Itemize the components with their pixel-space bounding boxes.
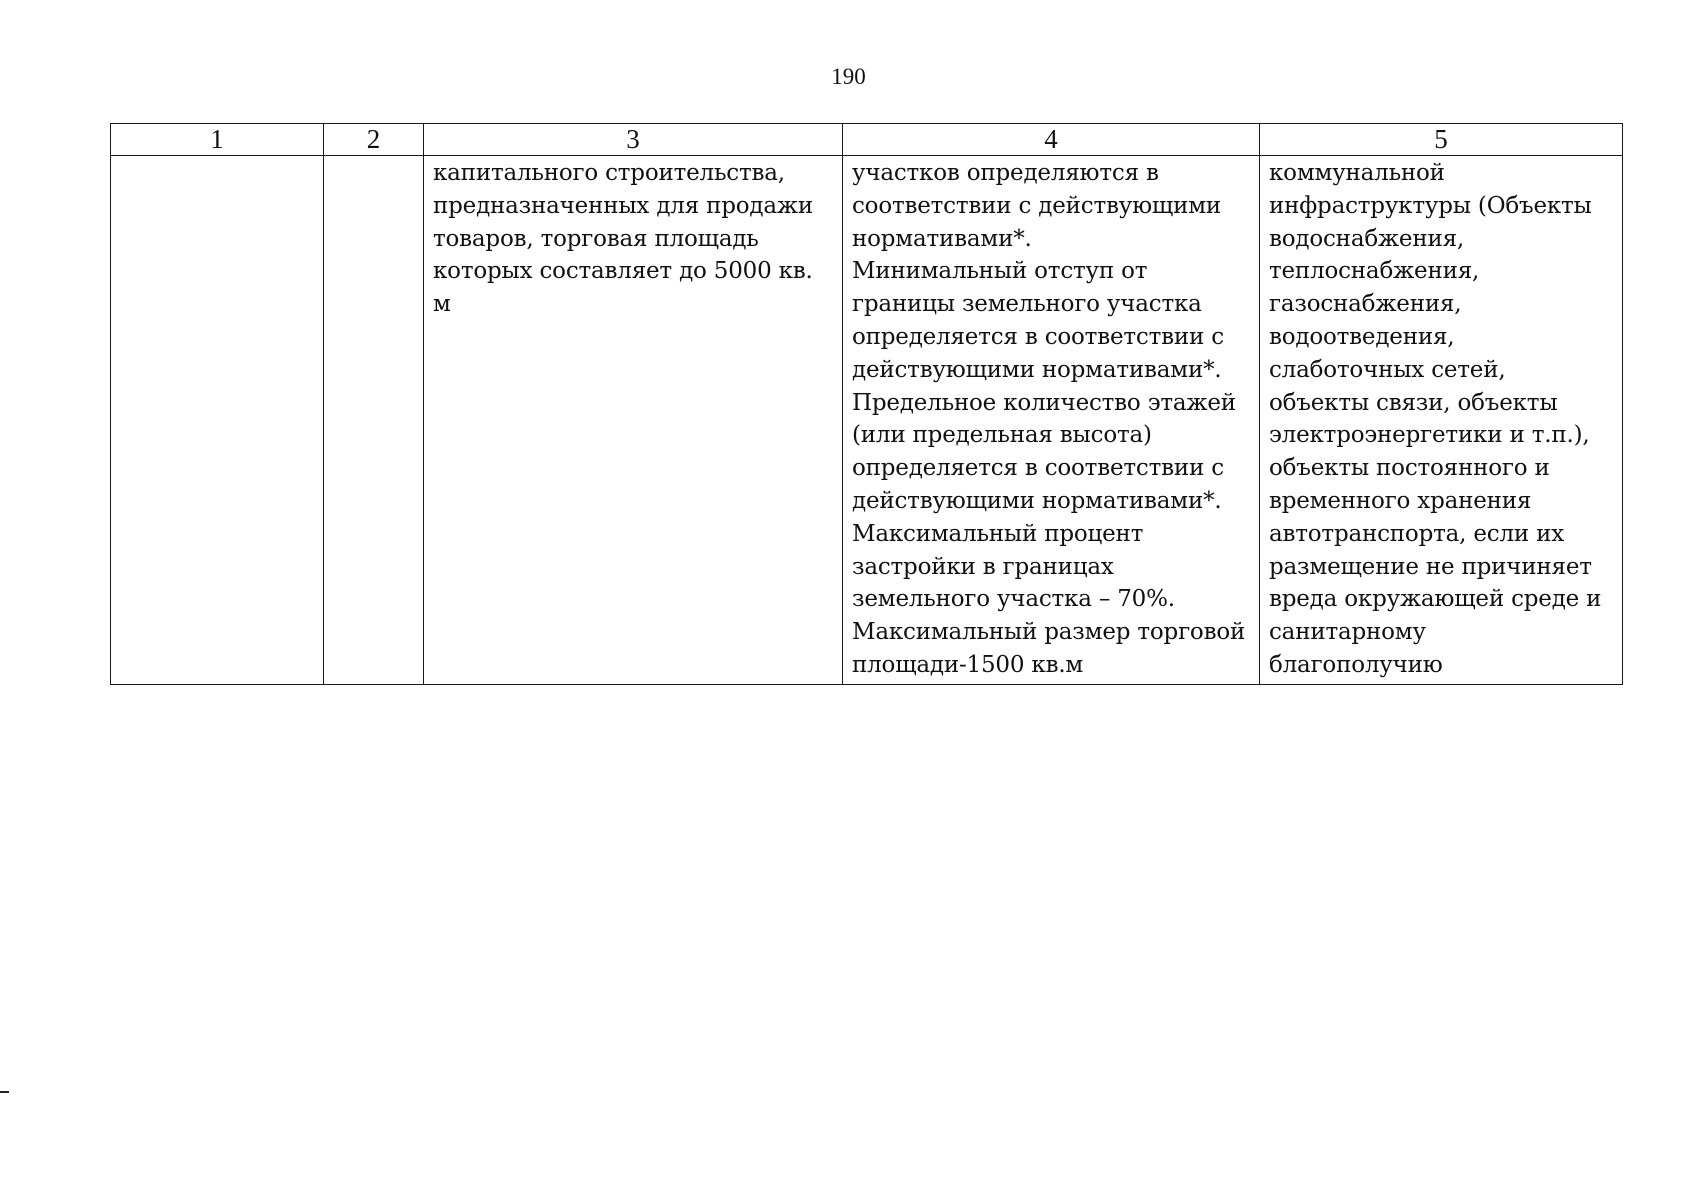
cell-text-col1 bbox=[111, 156, 323, 159]
table-header-row bbox=[111, 124, 1623, 156]
table-row bbox=[111, 156, 1623, 685]
column-header-1: 1 bbox=[111, 124, 324, 156]
table-cell-col5 bbox=[1260, 156, 1623, 685]
regulations-table bbox=[110, 123, 1623, 685]
column-header-4: 4 bbox=[843, 124, 1260, 156]
column-header-2: 2 bbox=[324, 124, 424, 156]
cell-text-col2 bbox=[324, 156, 423, 159]
table-cell-col1 bbox=[111, 156, 324, 685]
cell-text-col5: коммунальной инфраструктуры (Объекты водоснабжения, теплоснабжения, газоснабжения, водоотведения, слаботочных сетей, объекты связи, объекты электроэнергетики и т.п.), объекты постоянного и временного хранения автотранспорта, если их размещение не причиняет вреда окружающей среде и санитарному благополучию bbox=[1269, 160, 1602, 678]
column-header-5: 5 bbox=[1260, 124, 1623, 156]
table-cell-col4 bbox=[843, 156, 1260, 685]
table-cell-col3 bbox=[424, 156, 843, 685]
page-number: 190 bbox=[831, 64, 866, 89]
cell-text-col3: капитального строительства, предназначенных для продажи товаров, торговая площадь которых составляет до 5000 кв. м bbox=[433, 160, 813, 318]
margin-mark bbox=[0, 1091, 9, 1093]
cell-text-col4: участков определяются в соответствии с действующими нормативами*. Минимальный отступ от границы земельного участка определяется в соответствии с действующими нормативами*. Предельное количество этажей (или предельная высота) определяется в соответствии с действующими нормативами*. Максимальный процент застройки в границах земельного участка – 70%. Максимальный размер торговой площади-1500 кв.м bbox=[852, 160, 1246, 678]
column-header-3: 3 bbox=[424, 124, 843, 156]
table-cell-col2 bbox=[324, 156, 424, 685]
